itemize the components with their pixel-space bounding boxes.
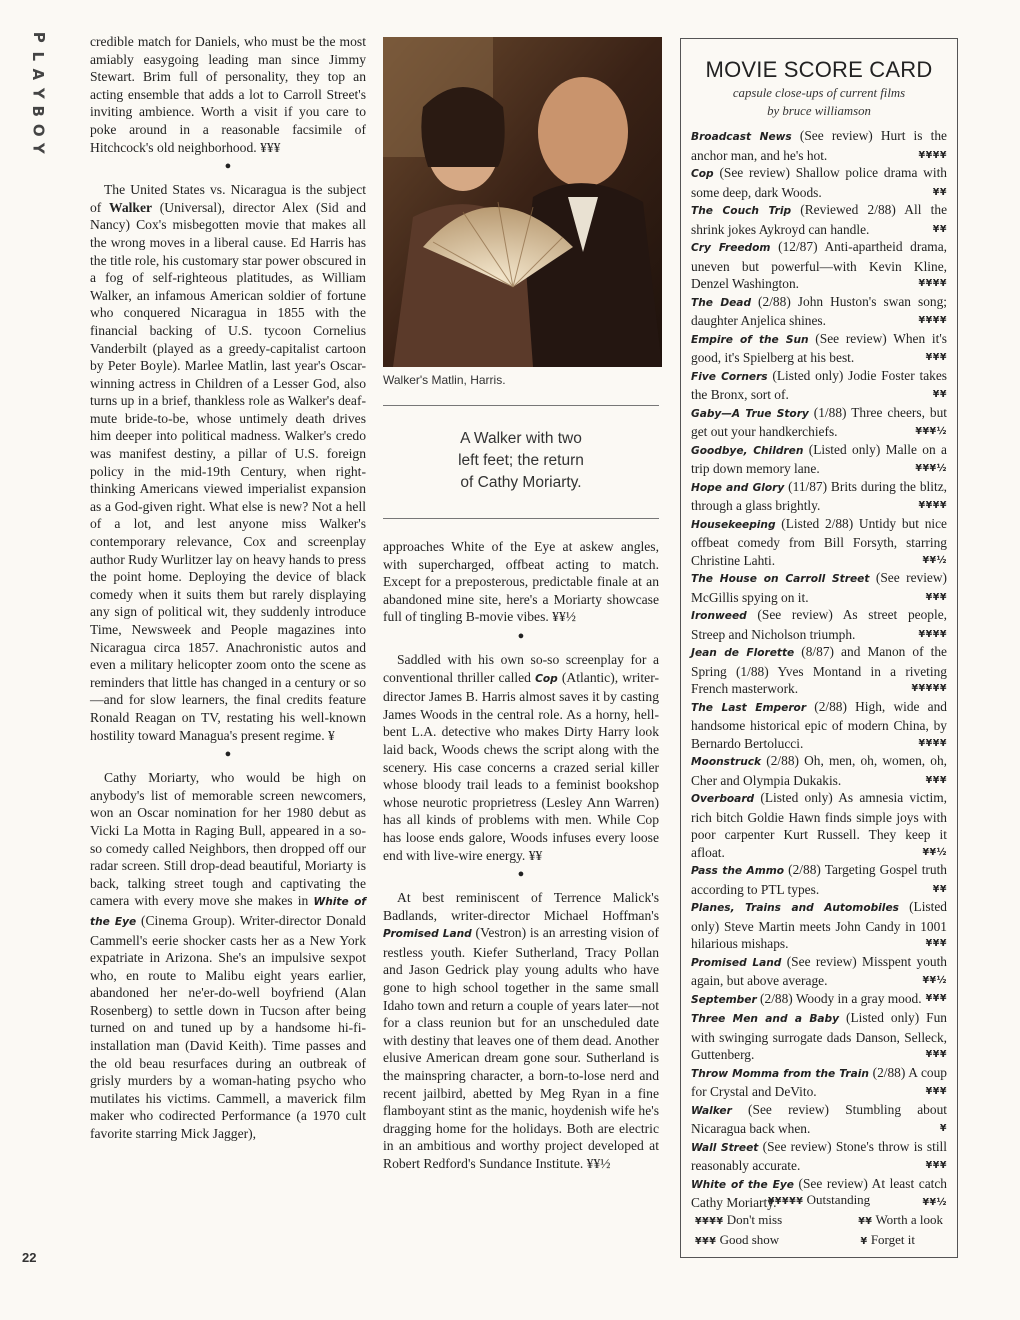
- scorecard-entry-title: Cop: [691, 168, 714, 180]
- sidebar-letter: P: [29, 31, 48, 43]
- scorecard-title: MOVIE SCORE CARD: [705, 57, 933, 82]
- scorecard-entry-text: (2/88) Woody in a gray mood.: [756, 990, 922, 1006]
- title-white-of-the-eye: White of the Eye: [90, 896, 366, 928]
- scorecard-entry-rating: ¥¥½: [922, 1197, 947, 1208]
- scorecard-entry-text: (2/88) Targeting Gospel truth according to PTL types.: [691, 862, 947, 897]
- paragraph-carroll-street-end: credible match for Daniels, who must be the most amiably easygoing leading man since Jimmy Stewart. Brim full of personality, they top an acting ensemble that adds a lot to Carroll Street's inviting ambience. Worth a visit if you care to poke around in a reasonable facsimile of Hitchcock's old neighborhood. ¥¥¥: [90, 34, 366, 155]
- legend-dont-miss: ¥¥¥¥ Don't miss: [695, 1212, 783, 1227]
- scorecard-entry-rating: ¥¥¥: [925, 1086, 947, 1097]
- scorecard-entry-text: (Listed 2/88) Untidy but nice offbeat comedy from Bill Forsyth, starring Christine Lahti.: [691, 515, 947, 568]
- scorecard-entry-rating: ¥: [939, 1123, 947, 1134]
- scorecard-entry-rating: ¥¥¥¥¥: [911, 683, 947, 694]
- title-walker: Walker: [109, 199, 153, 215]
- scorecard-entry-title: The Dead: [691, 296, 752, 309]
- article-column-1: [90, 33, 366, 1143]
- divider-top: [383, 405, 659, 406]
- divider-bottom: [383, 518, 659, 519]
- scorecard-entry-rating: ¥¥¥: [925, 591, 947, 603]
- scorecard-entry-text: (1/88) Three cheers, but get out your handkerchiefs.: [691, 404, 947, 439]
- scorecard-entry: [691, 698, 947, 753]
- scorecard-entry-rating: ¥¥¥¥: [918, 628, 947, 640]
- scorecard-entry-rating: ¥¥½: [922, 975, 947, 986]
- scorecard-entry-rating: ¥¥¥: [925, 1049, 947, 1060]
- scorecard-entry-title: Broadcast News: [691, 131, 792, 143]
- scorecard-entry: [691, 1101, 947, 1138]
- section-bullet: ●: [224, 748, 232, 761]
- scorecard-entry-title: Three Men and a Baby: [691, 1013, 840, 1025]
- scorecard-entry-text: (Listed only) Fun with swinging surrogate dads Danson, Selleck, Guttenberg.: [691, 1010, 947, 1062]
- paragraph-promised-land-review: At best reminiscent of Terrence Malick's Badlands, writer-director Michael Hoffman's Promised Land (Vestron) is an arresting vision of restless youth. Kiefer Sutherland, Tracy Pollan and Jason Gedrick play young adults who have gone to high school together in the same small Idaho town and return a couple of years later—not for a class reunion but for an unscheduled date with destiny that leaves one of them dead. Another elusive American dream gone sour. Sutherland is the mainspring character, a born-to-lose nerd and recent jailbird, abetted by Meg Ryan in a fine flamboyant stint as the manic, hoydenish wife he's dragging home for the holidays. Both are electric in an ambitious and worthy project developed at Robert Redford's Sundance Institute. ¥¥½: [383, 890, 659, 1171]
- scorecard-entry: [691, 990, 947, 1010]
- scorecard-entry-text: (See review) Stone's throw is still reasonably accurate.: [691, 1138, 947, 1173]
- scorecard-entry-text: (8/87) and Manon of the Spring (1/88) Yves Montand in a riveting French masterwork.: [691, 644, 947, 696]
- scorecard-entry: [691, 861, 947, 898]
- scorecard-entry-title: Empire of the Sun: [691, 333, 809, 346]
- scorecard-entry-text: (11/87) Brits during the blitz, through a glass brightly.: [691, 478, 947, 513]
- scorecard-entry-text: (Listed only) As amnesia victim, rich bitch Goldie Hawn finds simple joys with poor carpenter Kurt Russell. They keep it afloat.: [691, 790, 947, 860]
- rating-legend: [689, 1191, 949, 1251]
- scorecard-entry-rating: ¥¥: [932, 883, 947, 895]
- scorecard-entry-rating: ¥¥¥: [925, 992, 947, 1004]
- scorecard-entry-title: Wall Street: [691, 1141, 759, 1154]
- scorecard-entry-title: Cry Freedom: [691, 242, 771, 254]
- scorecard-entry-rating: ¥¥¥: [925, 774, 947, 786]
- pull-quote: [383, 428, 659, 494]
- sidebar-letter: B: [29, 105, 48, 117]
- scorecard-entry-rating: ¥¥: [932, 186, 947, 198]
- scorecard-entry-rating: ¥¥¥½: [915, 463, 947, 474]
- section-bullet: ●: [224, 160, 232, 173]
- scorecard-entry: [691, 293, 947, 330]
- scorecard-entry-rating: ¥¥¥¥: [918, 278, 947, 289]
- movie-score-card: [680, 38, 958, 1258]
- scorecard-entry: [691, 238, 947, 293]
- scorecard-entry-title: The Last Emperor: [691, 701, 807, 714]
- sidebar-letter: O: [29, 123, 48, 137]
- scorecard-entry-rating: ¥¥¥¥: [918, 315, 947, 326]
- scorecard-entry: [691, 330, 947, 367]
- pull-quote-line-3: of Cathy Moriarty.: [460, 474, 582, 491]
- scorecard-entry: [691, 515, 947, 570]
- scorecard-entry-title: White of the Eye: [691, 1178, 794, 1191]
- scorecard-entry: [691, 898, 947, 953]
- scorecard-entry-title: Jean de Florette: [691, 647, 795, 659]
- scorecard-entry-title: Goodbye, Children: [691, 444, 804, 457]
- scorecard-entry: [691, 201, 947, 238]
- scorecard-entry-text: (See review) When it's good, it's Spielberg at his best.: [691, 330, 947, 365]
- scorecard-entry-text: (2/88) John Huston's swan song; daughter Anjelica shines.: [691, 293, 947, 328]
- scorecard-entry-title: Five Corners: [691, 370, 768, 383]
- scorecard-entry-title: September: [691, 993, 757, 1006]
- scorecard-entry-rating: ¥¥: [932, 223, 947, 235]
- sidebar-letter: L: [29, 50, 48, 61]
- paragraph-white-of-the-eye-review: Cathy Moriarty, who would be high on anybody's list of memorable screen newcomers, won an Oscar nomination for her 1980 debut as Vicki La Motta in Raging Bull, appeared in a so-so comedy called Neighbors, then dropped off our radar screen. Still drop-dead beautiful, Moriarty is back, talking street tough and captivating the camera with every move she makes in White of the Eye (Cinema Group). Writer-director Donald Cammell's eerie shocker casts her as a New York expatriate in Arizona. She's an impulsive sexpot who, en route to Malibu eight years earlier, abandoned her ne'er-do-well boyfriend (Alan Rosenberg) to settle down in Tucson after being turned on and tuned up by a handsome hi-fi-installation man (David Keith). Time passes and the old beau resurfaces during an outbreak of grisly murders by a woman-hating psycho who mutilates his victims. Cammell, a maverick film maker who codirected Performance (a 1970 cult favorite starring Mick Jagger),: [90, 770, 366, 1142]
- scorecard-entry-title: Hope and Glory: [691, 481, 785, 494]
- scorecard-entry: [691, 441, 947, 478]
- scorecard-entry-title: Planes, Trains and Automobiles: [691, 902, 899, 914]
- scorecard-entry-text: (2/88) High, wide and handsome historical epic of modern China, by Bernardo Bertolucci.: [691, 698, 947, 751]
- scorecard-entry-text: (See review) Stumbling about Nicaragua back when.: [691, 1101, 947, 1136]
- scorecard-entry: [691, 1138, 947, 1175]
- scorecard-entry: [691, 752, 947, 789]
- scorecard-entry-text: (See review) Hurt is the anchor man, and he's hot.: [691, 128, 947, 163]
- scorecard-entry-text: (Listed only) Steve Martin meets John Candy in 1001 hilarious mishaps.: [691, 899, 947, 951]
- scorecard-entry: [691, 1009, 947, 1064]
- scorecard-entry-rating: ¥¥½: [922, 554, 947, 566]
- pull-quote-line-2: left feet; the return: [458, 452, 584, 469]
- scorecard-entry-rating: ¥¥¥½: [915, 426, 947, 437]
- walker-still-image: [383, 37, 662, 367]
- scorecard-entry: [691, 1064, 947, 1101]
- scorecard-entry-text: (See review) Shallow police drama with some deep, dark Woods.: [691, 165, 947, 200]
- movie-still-photo: [383, 37, 662, 367]
- scorecard-entry-title: The Couch Trip: [691, 205, 792, 217]
- scorecard-entry: [691, 789, 947, 861]
- scorecard-entry-rating: ¥¥¥¥: [918, 737, 947, 749]
- legend-worth-a-look: ¥¥ Worth a look: [858, 1212, 943, 1227]
- scorecard-entry-rating: ¥¥½: [922, 846, 947, 858]
- sidebar-letter: Y: [29, 142, 48, 154]
- scorecard-entry-title: Overboard: [691, 793, 755, 805]
- title-promised-land: Promised Land: [383, 928, 472, 941]
- section-bullet: ●: [517, 629, 525, 642]
- legend-outstanding: ¥¥¥¥¥ Outstanding: [767, 1192, 871, 1207]
- page-number: 22: [22, 1250, 37, 1265]
- sidebar-letter: A: [29, 68, 48, 81]
- title-cop: Cop: [535, 672, 558, 685]
- scorecard-entry-text: (Listed only) Malle on a trip down memory lane.: [691, 441, 947, 476]
- photo-caption: Walker's Matlin, Harris.: [383, 373, 506, 387]
- scorecard-entry-text: (Reviewed 2/88) All the shrink jokes Aykroyd can handle.: [691, 202, 948, 237]
- scorecard-entry-text: (See review) As street people, Streep and Nicholson triumph.: [691, 607, 947, 642]
- scorecard-entry: [691, 569, 947, 606]
- scorecard-entries: [691, 127, 947, 1212]
- scorecard-entry-text: (See review) At least catch Cathy Moriarty.: [691, 1175, 948, 1210]
- scorecard-entry-rating: ¥¥¥: [925, 1160, 947, 1171]
- scorecard-entry: [691, 127, 947, 164]
- scorecard-entry: [691, 953, 947, 990]
- scorecard-subtitle: capsule close-ups of current films: [732, 86, 906, 100]
- magazine-name-vertical: [26, 28, 50, 158]
- scorecard-entry-rating: ¥¥¥: [925, 352, 947, 363]
- scorecard-entry-text: (Listed only) Jodie Foster takes the Bronx, sort of.: [691, 367, 947, 402]
- paragraph-walker-review: The United States vs. Nicaragua is the subject of Walker (Universal), director Alex (Sid and Nancy) Cox's misbegotten movie that makes all the wrong moves in a liberal cause. Ed Harris has the title role, his customary star power obscured in a fog of self-righteous platitudes, as William Walker, an infamous American soldier of fortune who conquered Nicaragua in 1855 with the financial backing of U.S. tycoon Cornelius Vanderbilt (played as a greedy-capitalist cartoon by Peter Boyle). Marlee Matlin, last year's Oscar-winning actress in Children of a Lesser God, also turns up in a brief, thankless role as Walker's deaf-mute bride-to-be, whose untimely death drives him deeper into political madness. Walker's credo was manifest destiny, a pillar of U.S. foreign policy in the mid-19th Century, when right-thinking Americans viewed imperialist expansion as a God-given right. What else is new? Not a hell of a lot, and lest anyone miss Walker's contemporary relevance, Cox and screenplay author Rudy Wurlitzer lay on heavy hands to press the point home. Deploying the device of black comedy when it suits them but rarely displaying any sign of political wit, they suddenly introduce Time, Newsweek and People magazines into Nicaragua circa 1857. Anachronistic autos and even a military helicopter zoom onto the scene as reminders that little has changed in a century or so—and for slow learners, the final credits feature Ronald Reagan on TV, restating his well-known hostility toward Managua's present regime. ¥: [90, 182, 366, 743]
- scorecard-entry-title: Walker: [691, 1104, 732, 1117]
- section-bullet: ●: [517, 868, 525, 881]
- scorecard-entry-text: (12/87) Anti-apartheid drama, uneven but powerful—with Kevin Kline, Denzel Washington.: [691, 239, 947, 291]
- scorecard-entry-title: Pass the Ammo: [691, 865, 785, 877]
- scorecard-entry: [691, 367, 947, 404]
- scorecard-byline: by bruce williamson: [767, 104, 871, 118]
- scorecard-entry-rating: ¥¥: [932, 389, 947, 400]
- scorecard-entry-title: Throw Momma from the Train: [691, 1067, 869, 1080]
- scorecard-entry-rating: ¥¥¥¥: [918, 500, 947, 511]
- scorecard-entry: [691, 643, 947, 698]
- scorecard-entry-title: Housekeeping: [691, 518, 776, 531]
- paragraph-cop-review: Saddled with his own so-so screenplay for a conventional thriller called Cop (Atlantic), writer-director James B. Harris almost saves it by casting James Woods in the central role. As a horny, hell-bent L.A. detective who makes Dirty Harry look laid back, Woods chews the script along with the scenery. His case concerns a crazed serial killer whose bloody trail leads to a feminist bookshop whose neurotic proprietress (Lesley Ann Warren) has all kinds of problems with men. While Cop has loose ends galore, Woods infuses every loose end with live-wire energy. ¥¥: [383, 651, 659, 863]
- article-column-2: [383, 538, 659, 1173]
- scorecard-entry: [691, 164, 947, 201]
- scorecard-entry-text: (2/88) Oh, men, oh, women, oh, Cher and Olympia Dukakis.: [691, 753, 947, 788]
- scorecard-entry-text: (2/88) A coup for Crystal and DeVito.: [691, 1064, 947, 1099]
- scorecard-entry-title: Promised Land: [691, 956, 782, 969]
- legend-good-show: ¥¥¥ Good show: [695, 1232, 780, 1247]
- scorecard-entry-text: (See review) Misspent youth again, but above average.: [691, 953, 947, 988]
- scorecard-entry-rating: ¥¥¥: [925, 938, 947, 949]
- scorecard-entry: [691, 606, 947, 643]
- scorecard-entry-rating: ¥¥¥¥: [918, 149, 947, 161]
- scorecard-entry: [691, 478, 947, 515]
- scorecard-entry-title: Ironweed: [691, 610, 747, 622]
- sidebar-letter: Y: [29, 87, 48, 99]
- scorecard-entry-title: Moonstruck: [691, 756, 762, 768]
- paragraph-white-of-the-eye-end: approaches White of the Eye at askew angles, with supercharged, offbeat acting to match. Except for a preposterous, predictable finale at an abandoned mine site, here's a Moriarty showcase full of tingling B-movie vibes. ¥¥½: [383, 539, 659, 625]
- scorecard-entry: [691, 404, 947, 441]
- scorecard-entry-title: Gaby—A True Story: [691, 407, 809, 420]
- pull-quote-line-1: A Walker with two: [460, 430, 582, 447]
- scorecard-entry-title: The House on Carroll Street: [691, 573, 870, 585]
- legend-forget-it: ¥ Forget it: [860, 1232, 915, 1247]
- scorecard-entry-text: (See review) McGillis spying on it.: [691, 570, 947, 605]
